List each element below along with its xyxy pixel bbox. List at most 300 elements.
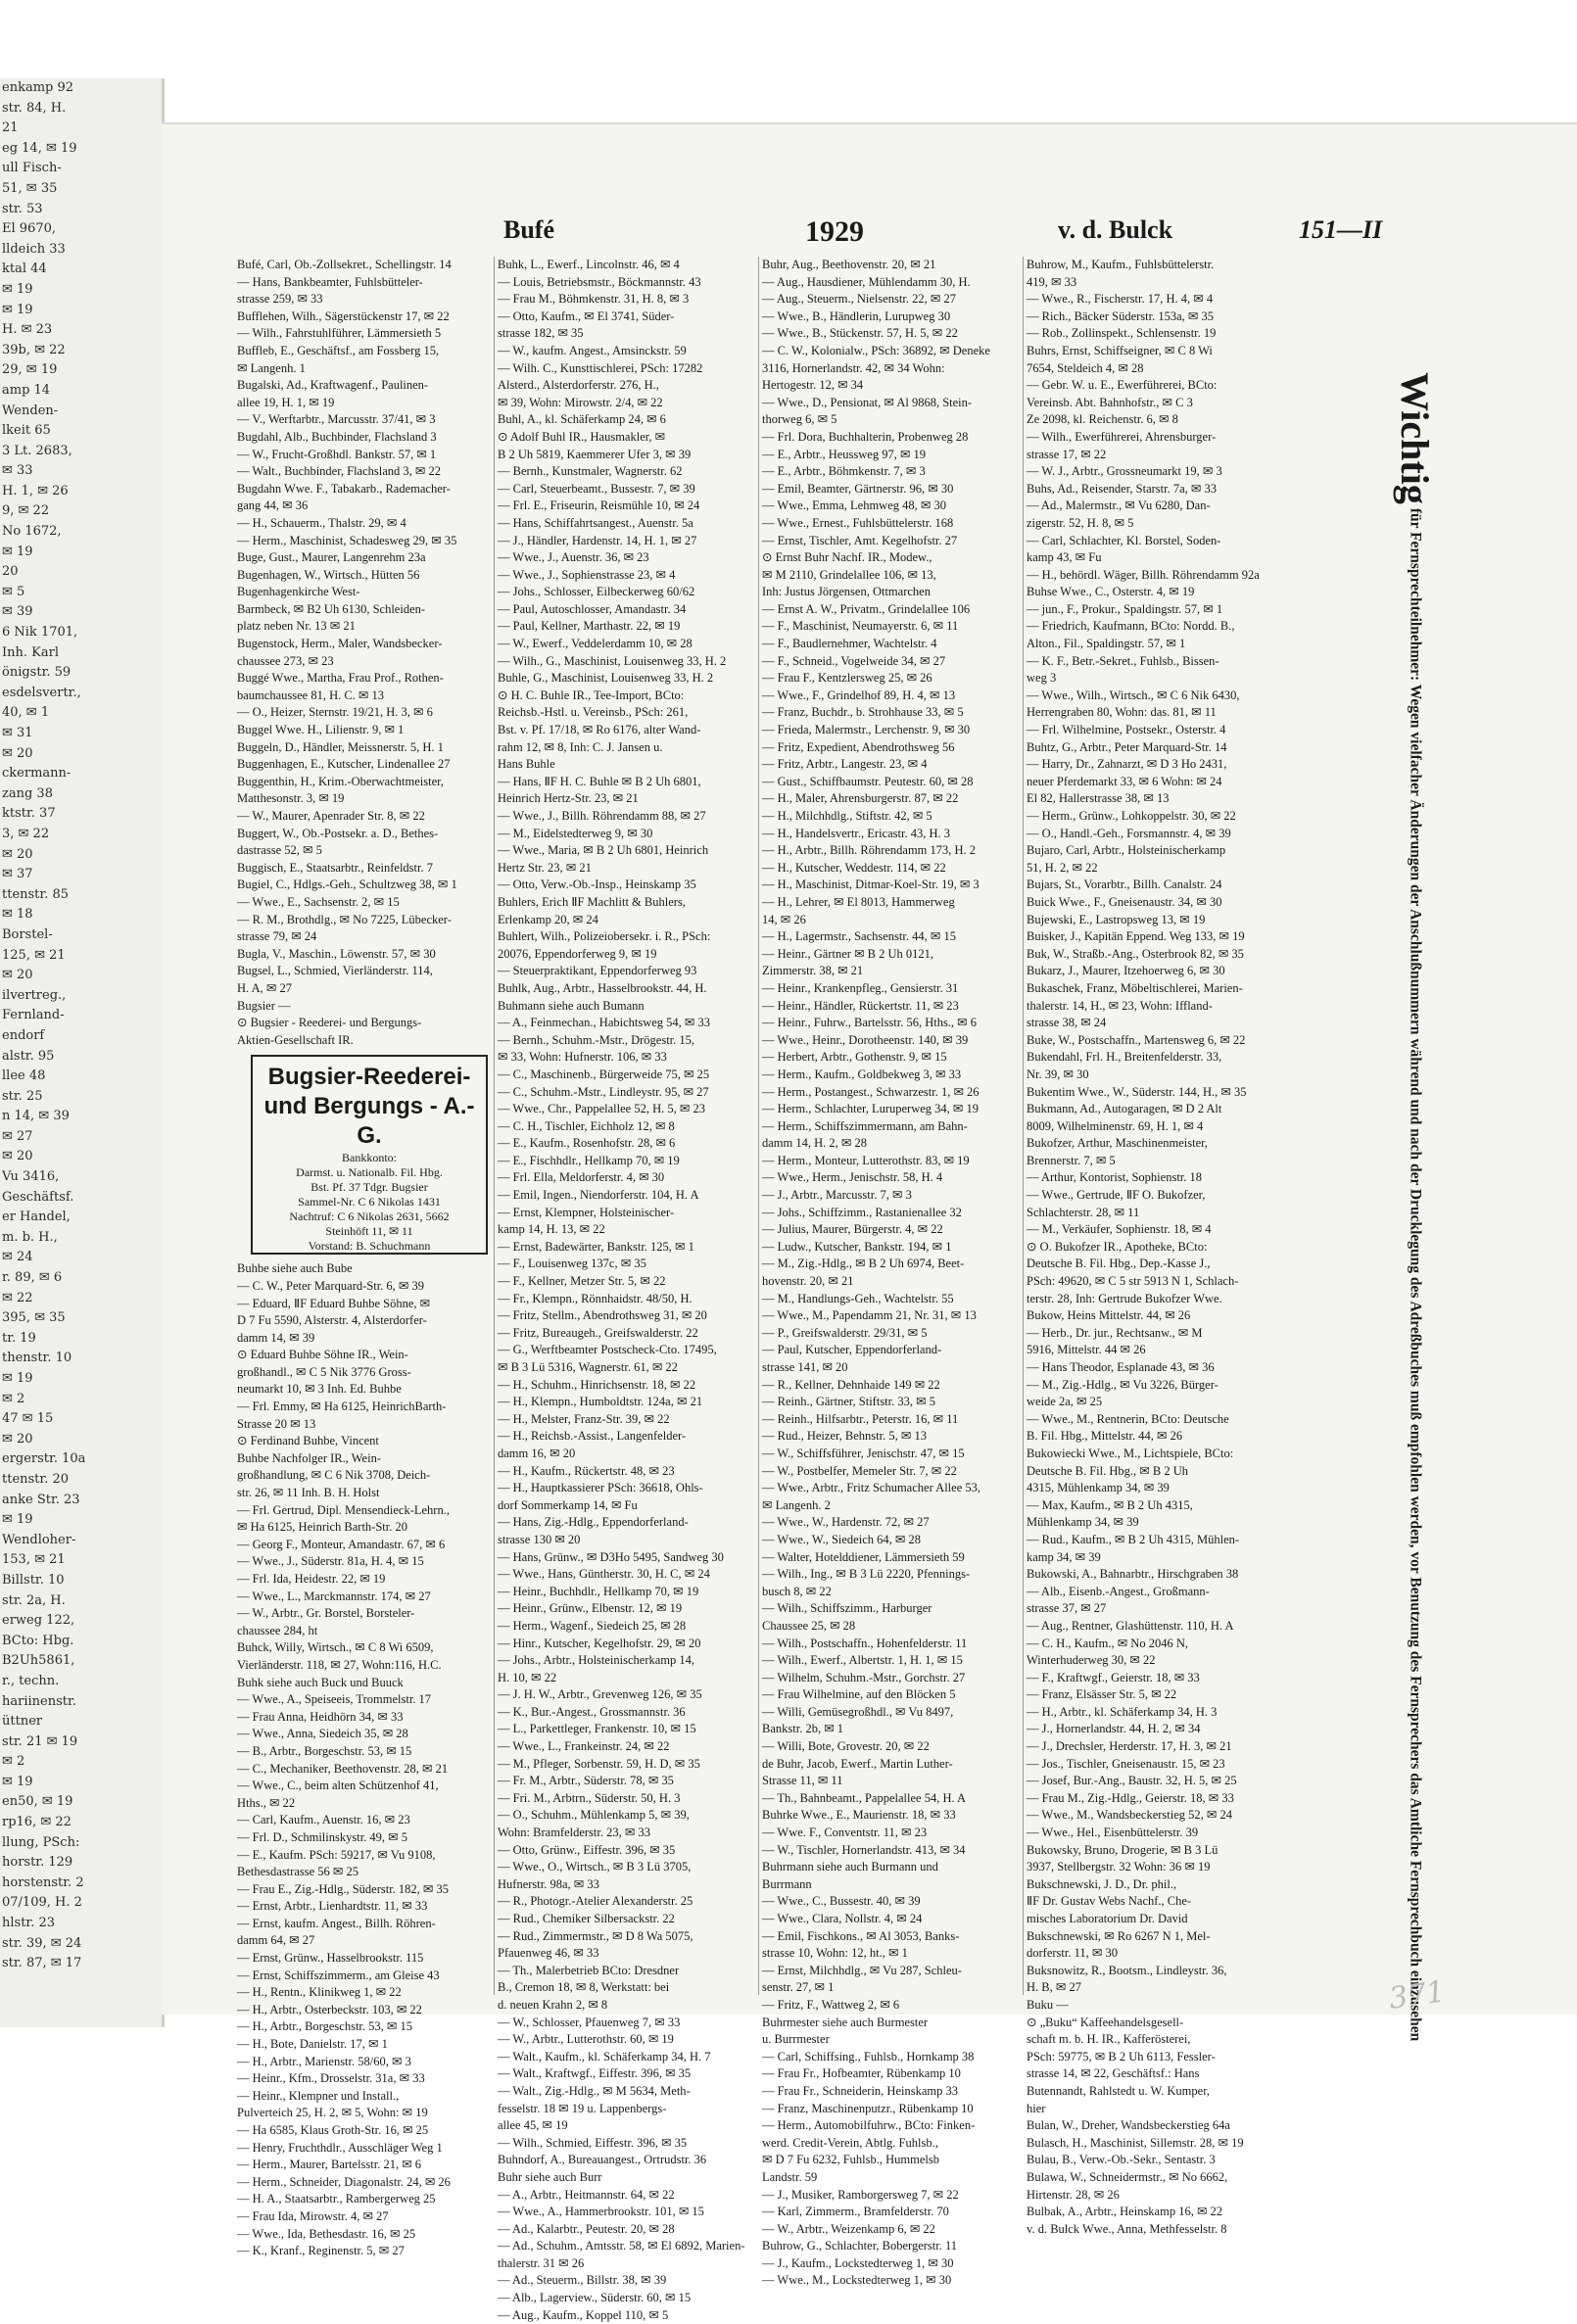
directory-entry: ⊙ H. C. Buhle IR., Tee-Import, BCto: xyxy=(498,688,685,702)
previous-page-fragment xyxy=(0,78,165,2027)
directory-entry: — W., Schlosser, Pfauenweg 7, ✉ 33 xyxy=(498,2015,681,2029)
directory-entry: ✉ 20 xyxy=(2,745,33,761)
directory-entry: baumchaussee 81, H. C. ✉ 13 xyxy=(237,688,385,702)
directory-entry: Bufé, Carl, Ob.-Zollsekret., Schellingstr. 14 xyxy=(237,258,452,271)
directory-entry: — Louis, Betriebsmstr., Böckmannstr. 43 xyxy=(498,274,701,289)
directory-entry: — Frau Anna, Heidhörn 34, ✉ 33 xyxy=(237,1709,404,1724)
directory-entry: 07/109, H. 2 xyxy=(2,1895,82,1911)
ad-title-line1: Bugsier-Reederei- xyxy=(267,1064,471,1091)
directory-entry: — H., Rentn., Klinikweg 1, ✉ 22 xyxy=(237,1985,402,2000)
directory-entry: — H., Kaufm., Rückertstr. 48, ✉ 23 xyxy=(498,1463,675,1478)
directory-entry: — Rob., Zollinspekt., Schlensenstr. 19 xyxy=(1027,326,1217,341)
directory-entry: — C., Schuhm.-Mstr., Lindleystr. 95, ✉ 27 xyxy=(498,1084,709,1099)
directory-entry: — B., Arbtr., Borgeschstr. 53, ✉ 15 xyxy=(237,1743,412,1758)
column-rule xyxy=(494,257,495,1995)
directory-entry: Vereinsb. Abt. Bahnhofstr., ✉ C 3 xyxy=(1027,395,1193,409)
directory-entry: Bugsier — xyxy=(237,998,291,1013)
directory-entry: strasse 79, ✉ 24 xyxy=(237,929,317,944)
directory-entry: Deutsche B. Fil. Hbg., Dep.-Kasse J., xyxy=(1027,1257,1211,1271)
directory-entry: Inh: Justus Jörgensen, Ottmarchen xyxy=(762,585,931,599)
directory-entry: — H., Arbtr., Marienstr. 58/60, ✉ 3 xyxy=(237,2054,411,2068)
directory-entry: — Herm., Maurer, Bartelsstr. 21, ✉ 6 xyxy=(237,2158,422,2172)
directory-entry: önigstr. 59 xyxy=(2,665,72,681)
directory-entry: — H., Lehrer, ✉ El 8013, Hammerweg xyxy=(762,894,955,909)
directory-entry: — Rud., Heizer, Behnstr. 5, ✉ 13 xyxy=(762,1429,927,1444)
directory-entry: — Walt., Kraftwgf., Eiffestr. 396, ✉ 35 xyxy=(498,2066,692,2081)
directory-entry: thenstr. 10 xyxy=(2,1351,72,1366)
directory-entry: — F., Kellner, Metzer Str. 5, ✉ 22 xyxy=(498,1274,666,1289)
directory-entry: ✉ 19 xyxy=(2,1512,33,1528)
directory-entry: — Friedrich, Kaufmann, BCto: Nordd. B., xyxy=(1027,619,1235,634)
directory-entry: — Carl, Schlachter, Kl. Borstel, Soden- xyxy=(1027,533,1221,547)
directory-entry: — H., Schauerm., Thalstr. 29, ✉ 4 xyxy=(237,515,406,530)
directory-entry: ✉ 39 xyxy=(2,604,33,620)
directory-entry: Vu 3416, xyxy=(2,1169,60,1185)
directory-entry: — Fr., Klempn., Rönnhaidstr. 48/50, H. xyxy=(498,1291,693,1305)
directory-entry: er Handel, xyxy=(2,1209,71,1225)
directory-entry: chaussee 284, ht xyxy=(237,1623,318,1637)
directory-entry: Bst. v. Pf. 17/18, ✉ Ro 6176, alter Wand- xyxy=(498,723,701,737)
column-rule xyxy=(758,257,759,1995)
directory-entry: — Fritz, Expedient, Abendrothsweg 56 xyxy=(762,739,955,754)
directory-entry: damm 16, ✉ 20 xyxy=(498,1446,576,1460)
directory-entry: Bujars, St., Vorarbtr., Billh. Canalstr. 24 xyxy=(1027,877,1222,892)
ad-line: Darmst. u. Nationalb. Fil. Hbg. xyxy=(296,1165,443,1180)
directory-entry: — Aug., Steuerm., Nielsenstr. 22, ✉ 27 xyxy=(762,292,956,307)
directory-entry: strasse 130 ✉ 20 xyxy=(498,1532,581,1546)
directory-entry: ✉ M 2110, Grindelallee 106, ✉ 13, xyxy=(762,567,936,582)
directory-entry: ⊙ Adolf Buhl IR., Hausmakler, ✉ xyxy=(498,429,666,444)
directory-entry: Bethesdastrasse 56 ✉ 25 xyxy=(237,1865,358,1879)
directory-entry: Hertogestr. 12, ✉ 34 xyxy=(762,378,864,393)
header-right-keyword: v. d. Bulck xyxy=(1058,215,1173,244)
directory-entry: — Wilh., Fahrstuhlführer, Lämmersieth 5 xyxy=(237,326,442,341)
directory-entry: — Herm., Monteur, Lutterothstr. 83, ✉ 19 xyxy=(762,1153,970,1167)
directory-entry: esdelsvertr., xyxy=(2,685,81,700)
directory-entry: — Wwe., Emma, Lehmweg 48, ✉ 30 xyxy=(762,498,946,513)
directory-entry: — H., Schuhm., Hinrichsenstr. 18, ✉ 22 xyxy=(498,1377,696,1392)
directory-entry: ✉ 2 xyxy=(2,1754,25,1770)
directory-entry: Bukmann, Ad., Autogaragen, ✉ D 2 Alt xyxy=(1027,1102,1222,1116)
directory-entry: — Wwe., Heinr., Dorotheenstr. 140, ✉ 39 xyxy=(762,1032,969,1047)
directory-entry: Bulau, B., Verw.-Ob.-Sekr., Sentastr. 3 xyxy=(1027,2153,1216,2167)
column-3 xyxy=(762,257,1019,2288)
directory-entry: — Th., Malerbetrieb BCto: Dresdner xyxy=(498,1963,680,1977)
directory-entry: — Ernst, Arbtr., Lienhardtstr. 11, ✉ 33 xyxy=(237,1899,428,1914)
directory-entry: — Wwe., Herm., Jenischstr. 58, H. 4 xyxy=(762,1170,943,1185)
directory-entry: — Wwe., M., Papendamm 21, Nr. 31, ✉ 13 xyxy=(762,1308,977,1323)
directory-entry: — Wilh. C., Kunsttischlerei, PSch: 17282 xyxy=(498,360,703,375)
directory-entry: Strasse 20 ✉ 13 xyxy=(237,1416,316,1431)
notice-heading: Wichtig xyxy=(1393,372,1437,504)
directory-entry: thorweg 6, ✉ 5 xyxy=(762,412,837,427)
directory-entry: — Fri. M., Arbtrn., Süderstr. 50, H. 3 xyxy=(498,1790,681,1805)
directory-entry: — O., Schuhm., Mühlenkamp 5, ✉ 39, xyxy=(498,1808,690,1823)
directory-entry: großhandlung, ✉ C 6 Nik 3708, Deich- xyxy=(237,1468,431,1483)
page-header xyxy=(235,215,1459,255)
directory-entry: Strasse 11, ✉ 11 xyxy=(762,1774,843,1788)
directory-entry: — Frau M., Böhmkenstr. 31, H. 8, ✉ 3 xyxy=(498,292,690,307)
directory-entry: 3, ✉ 22 xyxy=(2,826,50,841)
directory-entry: Buksnowitz, R., Bootsm., Lindleystr. 36, xyxy=(1027,1963,1227,1977)
directory-entry: — Frieda, Malermstr., Lerchenstr. 9, ✉ 30 xyxy=(762,723,971,737)
directory-entry: v. d. Bulck Wwe., Anna, Methfesselstr. 8 xyxy=(1027,2221,1227,2236)
page-number: 151—II xyxy=(1299,215,1383,244)
directory-entry: — Herm., Postangest., Schwarzestr. 1, ✉ 26 xyxy=(762,1084,980,1099)
directory-entry: Wendloher- xyxy=(2,1532,76,1547)
ad-title-line2: und Bergungs - A.-G. xyxy=(263,1093,475,1150)
directory-entry: — H. A., Staatsarbtr., Rambergerweg 25 xyxy=(237,2192,436,2206)
directory-entry: — Alb., Lagerview., Süderstr. 60, ✉ 15 xyxy=(498,2291,692,2305)
directory-entry: Butennandt, Rahlstedt u. W. Kumper, xyxy=(1027,2083,1210,2098)
directory-entry: ttenstr. 85 xyxy=(2,886,70,902)
directory-entry: — Herm., Schlachter, Luruperweg 34, ✉ 19 xyxy=(762,1102,980,1116)
directory-entry: — Wwe., Hans, Güntherstr. 30, H. C, ✉ 24 xyxy=(498,1567,710,1582)
directory-entry: strasse 14, ✉ 22, Geschäftsf.: Hans xyxy=(1027,2066,1200,2081)
directory-entry: — Wwe., Maria, ✉ B 2 Uh 6801, Heinrich xyxy=(498,843,709,858)
directory-entry: kamp 43, ✉ Fu xyxy=(1027,550,1102,565)
directory-entry: — Wwe., Wilh., Wirtsch., ✉ C 6 Nik 6430, xyxy=(1027,688,1240,702)
directory-entry: 40, ✉ 1 xyxy=(2,705,50,721)
directory-entry: — Fritz, Stellm., Abendrothsweg 31, ✉ 20 xyxy=(498,1308,707,1323)
directory-entry: chaussee 273, ✉ 23 xyxy=(237,653,334,668)
notice-text: für Fernsprechteilnehmer: Wegen vielfacher Änderungen der Anschlußnummern während und nach der Drucklegung des Adreßbuches muß empfohlen werden, vor Benutzung des Fernsprechers das Amtliche Fernsprechbuch einzusehen xyxy=(1407,507,1424,2042)
directory-entry: — Henry, Fruchthdlr., Ausschläger Weg 1 xyxy=(237,2140,443,2155)
directory-entry: werd. Credit-Verein, Abtlg. Fuhlsb., xyxy=(762,2135,938,2150)
directory-entry: — W., kaufm. Angest., Amsinckstr. 59 xyxy=(498,343,687,357)
directory-entry: — M., Handlungs-Geh., Wachtelstr. 55 xyxy=(762,1291,954,1305)
directory-entry: H. 1, ✉ 26 xyxy=(2,483,69,498)
directory-entry: enkamp 92 xyxy=(2,80,74,95)
directory-entry: senstr. 27, ✉ 1 xyxy=(762,1980,835,1995)
directory-entry: — Heinr., Buchhdlr., Hellkamp 70, ✉ 19 xyxy=(498,1584,699,1598)
directory-entry: No 1672, xyxy=(2,524,62,540)
directory-entry: — C. W., Peter Marquard-Str. 6, ✉ 39 xyxy=(237,1278,425,1293)
directory-entry: 125, ✉ 21 xyxy=(2,947,66,963)
column-2 xyxy=(498,257,754,2322)
directory-entry: — Wwe., C., beim alten Schützenhof 41, xyxy=(237,1779,439,1793)
directory-entry: — Frau Ida, Mirowstr. 4, ✉ 27 xyxy=(237,2208,389,2223)
directory-entry: — Frau M., Zig.-Hdlg., Geierstr. 18, ✉ 33 xyxy=(1027,1790,1234,1805)
directory-entry: Bulasch, H., Maschinist, Sillemstr. 28, ✉ 19 xyxy=(1027,2135,1244,2150)
directory-entry: — E., Kaufm., Rosenhofstr. 28, ✉ 6 xyxy=(498,1136,676,1151)
directory-entry: — Herm., Maschinist, Schadesweg 29, ✉ 35 xyxy=(237,533,457,547)
directory-entry: Wenden- xyxy=(2,403,59,418)
directory-entry: — Herb., Dr. jur., Rechtsanw., ✉ M xyxy=(1027,1325,1203,1340)
directory-entry: Buke, W., Postschaffn., Martensweg 6, ✉ 22 xyxy=(1027,1032,1246,1047)
directory-entry: Fernland- xyxy=(2,1008,65,1023)
directory-entry: — K., Bur.-Angest., Grossmannstr. 36 xyxy=(498,1704,686,1719)
directory-entry: — A., Feinmechan., Habichtsweg 54, ✉ 33 xyxy=(498,1016,711,1030)
directory-entry: Bugla, V., Maschin., Löwenstr. 57, ✉ 30 xyxy=(237,946,436,961)
directory-entry: Buggé Wwe., Martha, Frau Prof., Rothen- xyxy=(237,671,444,686)
header-left-keyword: Bufé xyxy=(503,215,554,244)
directory-entry: — Wwe., J., Auenstr. 36, ✉ 23 xyxy=(498,550,649,565)
directory-entry: Bukowsky, Bruno, Drogerie, ✉ B 3 Lü xyxy=(1027,1842,1219,1857)
directory-entry: — Wilhelm, Schuhm.-Mstr., Gorchstr. 27 xyxy=(762,1670,966,1684)
directory-entry: — M., Eidelstedterweg 9, ✉ 30 xyxy=(498,826,653,840)
directory-entry: — Wwe., M., Rentnerin, BCto: Deutsche xyxy=(1027,1411,1229,1426)
directory-entry: — C., Mechaniker, Beethovenstr. 28, ✉ 21 xyxy=(237,1761,449,1776)
directory-entry: ✉ 37 xyxy=(2,867,33,882)
directory-entry: ⊙ Eduard Buhbe Söhne IR., Wein- xyxy=(237,1348,408,1362)
directory-entry: — Jos., Tischler, Gneisenaustr. 15, ✉ 23 xyxy=(1027,1756,1225,1771)
directory-entry: H. ✉ 23 xyxy=(2,322,53,338)
directory-entry: — Ha 6585, Klaus Groth-Str. 16, ✉ 25 xyxy=(237,2123,429,2137)
directory-entry: Alton., Fil., Spaldingstr. 57, ✉ 1 xyxy=(1027,637,1186,651)
directory-entry: — Frl. Dora, Buchhalterin, Probenweg 28 xyxy=(762,429,969,444)
directory-entry: ✉ 24 xyxy=(2,1250,33,1265)
directory-entry: El 9670, xyxy=(2,221,56,237)
directory-entry: Bukentim Wwe., W., Süderstr. 144, H., ✉ 35 xyxy=(1027,1084,1247,1099)
directory-entry: — E., Kaufm. PSch: 59217, ✉ Vu 9108, xyxy=(237,1847,436,1862)
directory-entry: — P., Greifswalderstr. 29/31, ✉ 5 xyxy=(762,1325,928,1340)
directory-entry: — J., Händler, Hardenstr. 14, H. 1, ✉ 27 xyxy=(498,533,697,547)
directory-entry: — C. H., Tischler, Eichholz 12, ✉ 8 xyxy=(498,1118,675,1133)
directory-entry: ✉ D 7 Fu 6232, Fuhlsb., Hummelsb xyxy=(762,2153,939,2167)
directory-entry: r. 89, ✉ 6 xyxy=(2,1270,63,1286)
directory-entry: Nr. 39, ✉ 30 xyxy=(1027,1067,1089,1081)
directory-entry: Buffleb, E., Geschäftsf., am Fossberg 15, xyxy=(237,343,440,357)
directory-entry: — H., Reichsb.-Assist., Langenfelder- xyxy=(498,1429,687,1444)
directory-entry: 4315, Mühlenkamp 34, ✉ 39 xyxy=(1027,1481,1170,1495)
directory-entry: 21 xyxy=(2,120,19,136)
directory-entry: — Heinr., Kfm., Drosselstr. 31a, ✉ 33 xyxy=(237,2071,425,2086)
directory-entry: — Frl. E., Friseurin, Reismühle 10, ✉ 24 xyxy=(498,498,700,513)
directory-entry: Bujaro, Carl, Arbtr., Holsteinischerkamp xyxy=(1027,843,1226,858)
directory-entry: üttner xyxy=(2,1714,43,1730)
directory-entry: Alsterd., Alsterdorferstr. 276, H., xyxy=(498,378,659,393)
directory-entry: — Carl, Steuerbeamt., Bussestr. 7, ✉ 39 xyxy=(498,481,695,496)
directory-entry: Bugalski, Ad., Kraftwagenf., Paulinen- xyxy=(237,378,429,393)
directory-entry: — L., Parkettleger, Frankenstr. 10, ✉ 15 xyxy=(498,1722,696,1736)
directory-entry: — H., Maler, Ahrensburgerstr. 87, ✉ 22 xyxy=(762,791,959,806)
directory-entry: Buhbe siehe auch Bube xyxy=(237,1261,353,1276)
directory-entry: str. 2a, H. xyxy=(2,1592,66,1608)
directory-entry: — Willi, Bote, Grovestr. 20, ✉ 22 xyxy=(762,1739,930,1754)
directory-entry: — Gebr. W. u. E., Ewerführerei, BCto: xyxy=(1027,378,1218,393)
directory-entry: — Franz, Buchdr., b. Strohhause 33, ✉ 5 xyxy=(762,705,964,720)
directory-entry: — Wwe., J., Sophienstrasse 23, ✉ 4 xyxy=(498,567,676,582)
directory-entry: — W., Frucht-Großhdl. Bankstr. 57, ✉ 1 xyxy=(237,447,437,461)
directory-entry: — Fritz, Arbtr., Langestr. 23, ✉ 4 xyxy=(762,757,928,772)
directory-entry: — Otto, Grünw., Eiffestr. 396, ✉ 35 xyxy=(498,1842,676,1857)
directory-entry: — G., Werftbeamter Postscheck-Cto. 17495, xyxy=(498,1343,717,1357)
directory-entry: — W., Arbtr., Lutterothstr. 60, ✉ 19 xyxy=(498,2032,674,2047)
directory-entry: de Buhr, Jacob, Ewerf., Martin Luther- xyxy=(762,1756,953,1771)
directory-entry: — M., Pfleger, Sorbenstr. 59, H. D, ✉ 35 xyxy=(498,1756,700,1771)
directory-entry: — Eduard, ⅡF Eduard Buhbe Söhne, ✉ xyxy=(237,1296,431,1310)
directory-entry: — Wwe., M., Wandsbeckerstieg 52, ✉ 24 xyxy=(1027,1808,1233,1823)
directory-entry: ✉ Langenh. 1 xyxy=(237,360,306,375)
directory-entry: — Reinh., Hilfsarbtr., Peterstr. 16, ✉ 11 xyxy=(762,1411,959,1426)
directory-entry: Chaussee 25, ✉ 28 xyxy=(762,1618,856,1633)
directory-entry: H. 10, ✉ 22 xyxy=(498,1670,557,1684)
directory-entry: Bugiel, C., Hdlgs.-Geh., Schultzweg 38, ✉ 1 xyxy=(237,877,457,892)
directory-entry: — H., Arbtr., kl. Schäferkamp 34, H. 3 xyxy=(1027,1704,1218,1719)
directory-entry: — Julius, Maurer, Bürgerstr. 4, ✉ 22 xyxy=(762,1222,943,1237)
directory-entry: Buhlers, Erich ⅡF Machlitt & Buhlers, xyxy=(498,894,686,909)
directory-entry: Erlenkamp 20, ✉ 24 xyxy=(498,912,598,926)
directory-entry: — Frl. Wilhelmine, Postsekr., Osterstr. 4 xyxy=(1027,723,1226,737)
directory-entry: Buick Wwe., F., Gneisenaustr. 34, ✉ 30 xyxy=(1027,894,1222,909)
directory-entry: Buhrmann siehe auch Burmann und xyxy=(762,1860,938,1874)
directory-entry: — F., Kraftwgf., Geierstr. 18, ✉ 33 xyxy=(1027,1670,1200,1684)
directory-entry: — Otto, Verw.-Ob.-Insp., Heinskamp 35 xyxy=(498,877,696,892)
directory-entry: — Josef, Bur.-Ang., Baustr. 32, H. 5, ✉ 25 xyxy=(1027,1774,1237,1788)
directory-entry: Bugenhagen, W., Wirtsch., Hütten 56 xyxy=(237,567,420,582)
directory-entry: — Wwe., F., Grindelhof 89, H. 4, ✉ 13 xyxy=(762,688,956,702)
directory-entry: — Paul, Autoschlosser, Amandastr. 34 xyxy=(498,601,687,616)
directory-entry: ✉ 33 xyxy=(2,463,33,479)
directory-entry: anke Str. 23 xyxy=(2,1492,80,1507)
directory-entry: 20 xyxy=(2,564,19,580)
directory-entry: 20076, Eppendorferweg 9, ✉ 19 xyxy=(498,946,657,961)
directory-entry: thalerstr. 14, H., ✉ 23, Wohn: Iffland- xyxy=(1027,998,1213,1013)
directory-entry: Bufflehen, Wilh., Sägerstückenstr 17, ✉ 22 xyxy=(237,308,450,323)
directory-entry: — Rich., Bäcker Süderstr. 153a, ✉ 35 xyxy=(1027,308,1214,323)
directory-entry: PSch: 59775, ✉ B 2 Uh 6113, Fessler- xyxy=(1027,2049,1216,2063)
directory-entry: — H., behördl. Wäger, Billh. Röhrendamm 92a xyxy=(1027,567,1260,582)
directory-entry: — Wwe., A., Speiseeis, Trommelstr. 17 xyxy=(237,1692,432,1707)
directory-entry: Buhrow, M., Kaufm., Fuhlsbüttelerstr. xyxy=(1027,258,1215,271)
directory-entry: Winterhuderweg 30, ✉ 22 xyxy=(1027,1653,1156,1668)
directory-entry: str. 25 xyxy=(2,1088,43,1104)
directory-entry: — C. H., Kaufm., ✉ No 2046 N, xyxy=(1027,1636,1188,1650)
directory-entry: — Wwe., M., Lockstedterweg 1, ✉ 30 xyxy=(762,2273,952,2288)
directory-entry: — Wilh., G., Maschinist, Louisenweg 33, H. 2 xyxy=(498,653,727,668)
directory-entry: — Wwe., J., Billh. Röhrendamm 88, ✉ 27 xyxy=(498,809,706,823)
directory-entry: ✉ 18 xyxy=(2,907,33,923)
directory-entry: Buhk siehe auch Buck und Buuck xyxy=(237,1675,404,1689)
directory-entry: — Wwe., C., Bussestr. 40, ✉ 39 xyxy=(762,1894,921,1909)
directory-entry: — Paul, Kutscher, Eppendorferland- xyxy=(762,1343,942,1357)
directory-entry: lkeit 65 xyxy=(2,423,51,439)
directory-entry: 395, ✉ 35 xyxy=(2,1310,66,1326)
directory-entry: — C. W., Kolonialw., PSch: 36892, ✉ Deneke xyxy=(762,343,990,357)
directory-entry: Brennerstr. 7, ✉ 5 xyxy=(1027,1153,1116,1167)
directory-entry: — Wwe., Hel., Eisenbüttelerstr. 39 xyxy=(1027,1826,1199,1840)
directory-entry: 7654, Steldeich 4, ✉ 28 xyxy=(1027,360,1144,375)
directory-entry: — Wwe. F., Conventstr. 11, ✉ 23 xyxy=(762,1826,928,1840)
directory-entry: — Wwe., Ida, Bethesdastr. 16, ✉ 25 xyxy=(237,2226,416,2241)
directory-entry: — W., Maurer, Apenrader Str. 8, ✉ 22 xyxy=(237,809,425,823)
directory-entry: — Wilh., Ewerf., Albertstr. 1, H. 1, ✉ 15 xyxy=(762,1653,963,1668)
directory-entry: — Herm., Grünw., Lohkoppelstr. 30, ✉ 22 xyxy=(1027,809,1236,823)
directory-entry: — Max, Kaufm., ✉ B 2 Uh 4315, xyxy=(1027,1497,1193,1512)
directory-entry: — K. F., Betr.-Sekret., Fuhlsb., Bissen- xyxy=(1027,653,1219,668)
directory-entry: ✉ 20 xyxy=(2,846,33,862)
directory-entry: — R., Photogr.-Atelier Alexanderstr. 25 xyxy=(498,1894,693,1909)
directory-entry: ✉ 33, Wohn: Hufnerstr. 106, ✉ 33 xyxy=(498,1050,667,1065)
directory-entry: Herrengraben 80, Wohn: das. 81, ✉ 11 xyxy=(1027,705,1217,720)
directory-entry: ckermann- xyxy=(2,766,72,782)
directory-entry: — Wwe., W., Siedeich 64, ✉ 28 xyxy=(762,1532,921,1546)
directory-entry: — Frl. D., Schmilinskystr. 49, ✉ 5 xyxy=(237,1829,408,1844)
directory-entry: 3116, Hornerlandstr. 42, ✉ 34 Wohn: xyxy=(762,360,945,375)
directory-entry: ✉ 20 xyxy=(2,1431,33,1447)
directory-entry: — Herm., Schiffszimmermann, am Bahn- xyxy=(762,1118,968,1133)
directory-entry: dorf Sommerkamp 14, ✉ Fu xyxy=(498,1497,638,1512)
directory-entry: ⊙ O. Bukofzer IR., Apotheke, BCto: xyxy=(1027,1239,1208,1254)
directory-entry: Bulbak, A., Arbtr., Heinskamp 16, ✉ 22 xyxy=(1027,2205,1223,2219)
column-4 xyxy=(1027,257,1283,2236)
directory-entry: hier xyxy=(1027,2101,1046,2115)
directory-entry: Buhr siehe auch Burr xyxy=(498,2169,602,2184)
directory-entry: hlstr. 23 xyxy=(2,1916,56,1931)
directory-entry: — Heinr., Grünw., Elbenstr. 12, ✉ 19 xyxy=(498,1601,683,1616)
directory-entry: — Wwe., Clara, Nollstr. 4, ✉ 24 xyxy=(762,1912,923,1925)
directory-entry: ✉ 20 xyxy=(2,1149,33,1164)
directory-entry: Heinrich Hertz-Str. 23, ✉ 21 xyxy=(498,791,639,806)
directory-entry: — Walt., Zig.-Hdlg., ✉ M 5634, Meth- xyxy=(498,2083,691,2098)
directory-entry: Buhlert, Wilh., Polizeiobersekr. i. R., PSch: xyxy=(498,929,711,944)
directory-entry: schaft m. b. H. IR., Kafferösterei, xyxy=(1027,2032,1191,2047)
directory-entry: strasse 37, ✉ 27 xyxy=(1027,1601,1107,1616)
directory-entry: ✉ B 3 Lü 5316, Wagnerstr. 61, ✉ 22 xyxy=(498,1360,678,1374)
directory-entry: Bugdahl, Alb., Buchbinder, Flachsland 3 xyxy=(237,429,437,444)
directory-entry: — Frau Wilhelmine, auf den Blöcken 5 xyxy=(762,1687,956,1702)
directory-entry: zigerstr. 52, H. 8, ✉ 5 xyxy=(1027,515,1134,530)
directory-entry: — Wwe., D., Pensionat, ✉ Al 9868, Stein- xyxy=(762,395,973,409)
directory-entry: d. neuen Krahn 2, ✉ 8 xyxy=(498,1997,608,2012)
directory-entry: — J., Arbtr., Marcusstr. 7, ✉ 3 xyxy=(762,1188,912,1203)
directory-entry: — Ernst A. W., Privatm., Grindelallee 106 xyxy=(762,601,971,616)
directory-entry: — Hans, Bankbeamter, Fuhlsbütteler- xyxy=(237,274,423,289)
directory-entry: Bankstr. 2b, ✉ 1 xyxy=(762,1722,844,1736)
directory-entry: Aktien-Gesellschaft IR. xyxy=(237,1032,354,1047)
directory-entry: Borstel- xyxy=(2,926,53,942)
directory-entry: str. 26, ✉ 11 Inh. B. H. Holst xyxy=(237,1486,380,1500)
directory-entry: — Wwe., L., Marckmannstr. 174, ✉ 27 xyxy=(237,1589,431,1603)
directory-entry: Hths., ✉ 22 xyxy=(237,1795,296,1810)
directory-entry: — Herm., Wagenf., Siedeich 25, ✉ 28 xyxy=(498,1618,687,1633)
directory-entry: — Wwe., W., Hardenstr. 72, ✉ 27 xyxy=(762,1515,930,1530)
directory-entry: — Emil, Fischkons., ✉ Al 3053, Banks- xyxy=(762,1928,960,1943)
header-year: 1929 xyxy=(805,215,864,248)
directory-entry: — W., Arbtr., Gr. Borstel, Borsteler- xyxy=(237,1606,415,1621)
directory-entry: allee 19, H. 1, ✉ 19 xyxy=(237,395,335,409)
directory-entry: — Heinr., Krankenpfleg., Gensierstr. 31 xyxy=(762,980,959,995)
directory-entry: — Wwe., Anna, Siedeich 35, ✉ 28 xyxy=(237,1727,408,1741)
directory-entry: — J., Musiker, Ramborgersweg 7, ✉ 22 xyxy=(762,2187,959,2202)
directory-entry: — Heinr., Klempner und Install., xyxy=(237,2088,400,2103)
directory-entry: — Frl. Ida, Heidestr. 22, ✉ 19 xyxy=(237,1572,386,1586)
directory-entry: 47 ✉ 15 xyxy=(2,1411,54,1427)
directory-entry: — Bernh., Schuhm.-Mstr., Drögestr. 15, xyxy=(498,1032,695,1047)
directory-entry: Bulawa, W., Schneidermstr., ✉ No 6662, xyxy=(1027,2169,1228,2184)
directory-entry: 14, ✉ 26 xyxy=(762,912,806,926)
directory-entry: — J., Drechsler, Herderstr. 17, H. 3, ✉ 21 xyxy=(1027,1739,1232,1754)
directory-entry: str. 84, H. xyxy=(2,100,67,116)
directory-entry: amp 14 xyxy=(2,382,51,398)
directory-entry: Bugsel, L., Schmied, Vierländerstr. 114, xyxy=(237,964,433,978)
directory-entry: — F., Baudlernehmer, Wachtelstr. 4 xyxy=(762,637,937,651)
directory-entry: Inh. Karl xyxy=(2,644,59,660)
directory-entry: ktal 44 xyxy=(2,261,47,277)
directory-entry: strasse 259, ✉ 33 xyxy=(237,292,323,307)
directory-entry: — Wilh., Ewerführerei, Ahrensburger- xyxy=(1027,429,1217,444)
directory-entry: ✉ 19 xyxy=(2,1774,33,1789)
directory-entry: — H., Bote, Danielstr. 17, ✉ 1 xyxy=(237,2037,388,2052)
directory-entry: BCto: Hbg. xyxy=(2,1633,74,1648)
directory-entry: Bujewski, E., Lastropsweg 13, ✉ 19 xyxy=(1027,912,1206,926)
directory-entry: Bugenstock, Herm., Maler, Wandsbecker- xyxy=(237,637,443,651)
directory-entry: allee 45, ✉ 19 xyxy=(498,2118,568,2133)
directory-entry: — Franz, Elsässer Str. 5, ✉ 22 xyxy=(1027,1687,1177,1702)
directory-entry: Hans Buhle xyxy=(498,757,555,772)
directory-entry: — J., Hornerlandstr. 44, H. 2, ✉ 34 xyxy=(1027,1722,1201,1736)
